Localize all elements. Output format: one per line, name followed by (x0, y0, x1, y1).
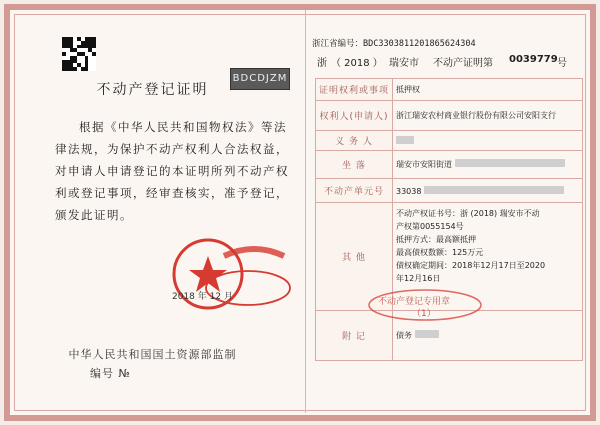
redacted-block (415, 330, 439, 338)
row-value (393, 179, 583, 203)
table-row (316, 79, 583, 101)
cert-prefix: 浙 (317, 58, 327, 69)
redacted-block (455, 159, 565, 167)
other-line: 产权第0055154号 (396, 222, 464, 231)
table-row (316, 131, 583, 151)
row-label: 坐 落 (316, 151, 393, 179)
row-value (393, 151, 583, 179)
center-divider (305, 10, 306, 413)
registration-number: 浙江省编号：BDC330381120186562430​4 (312, 39, 476, 49)
table-row (316, 179, 583, 203)
cert-end: 号 (557, 58, 567, 69)
table-row (316, 101, 583, 131)
redacted-block (424, 186, 564, 194)
official-seal-icon (164, 232, 294, 322)
cert-suffix: 不动产证明第 (433, 58, 493, 69)
other-line: 年12月16日 (396, 274, 441, 283)
row-label: 附 记 (316, 311, 393, 361)
row-value: 抵押权 (393, 79, 583, 101)
row-label: 权利人(申请人) (316, 101, 393, 131)
row-value (393, 131, 583, 151)
cert-city: 瑞安市 (389, 58, 419, 69)
cert-number: 0039779 (509, 54, 558, 65)
seal-date: 2018 年 12 月 (172, 292, 233, 302)
row-label: 不动产单元号 (316, 179, 393, 203)
certificate-title: 不动产登记证明 (96, 82, 209, 98)
table-row (316, 151, 583, 179)
bdc-logo: BDCDJZM (230, 68, 290, 90)
other-line: 最高债权数额：125万元 (396, 248, 484, 257)
row-label: 义 务 人 (316, 131, 393, 151)
stamp-number: （1） (412, 309, 436, 319)
note-text: 债务 (396, 331, 412, 340)
cert-year: （ 2018 ） (331, 58, 383, 69)
other-line: 抵押方式：最高额抵押 (396, 235, 476, 244)
location-text: 瑞安市安阳街道 (396, 160, 452, 169)
certificate-body-text: 根据《中华人民共和国物权法》等法律法规，为保护不动产权利人合法权益，对申请人申请登记的本证明所列不动产权利或登记事项，经审查核实，准予登记，颁发此证明。 (55, 120, 289, 222)
serial-label: 编号 № (90, 367, 131, 380)
unit-number-text: 33038 (396, 186, 422, 196)
redacted-block (396, 136, 414, 144)
row-value: 浙江瑞安农村商业银行股份有限公司安阳支行 (393, 101, 583, 131)
other-line: 不动产权证书号：浙 (2018) 瑞安市不动 (396, 209, 540, 218)
supervisor-text: 中华人民共和国国土资源部监制 (68, 348, 237, 361)
row-label: 证明权利或事项 (316, 79, 393, 101)
other-line: 债权确定期间：2018年12月17日至2020 (396, 261, 546, 270)
row-label: 其 他 (316, 203, 393, 311)
stamp-text: 不动产登记专用章 (378, 297, 451, 307)
qr-code-icon (62, 37, 96, 71)
